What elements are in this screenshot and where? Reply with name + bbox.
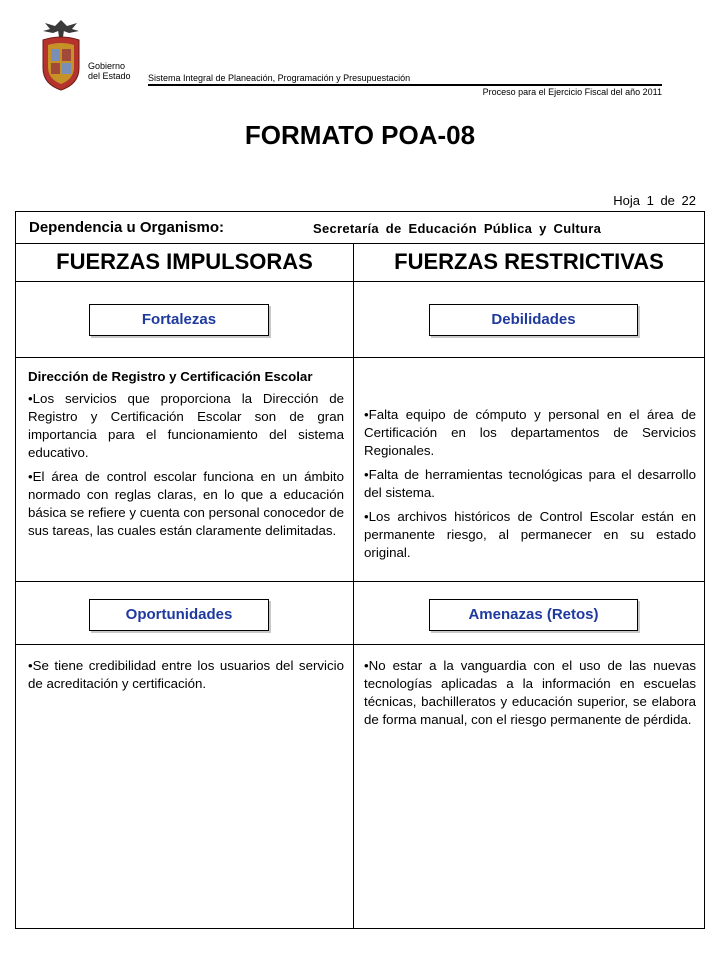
swot-table <box>15 211 705 929</box>
dependency-value: Secretaría de Educación Pública y Cultura <box>313 221 602 236</box>
strengths-weaknesses-header-row <box>16 282 704 358</box>
format-title: FORMATO POA-08 <box>244 120 476 150</box>
system-title: Sistema Integral de Planeación, Programación y Presupuestación <box>148 73 411 83</box>
dependency-label: Dependencia u Organismo: <box>29 219 225 236</box>
weakness-item: •Falta de herramientas tecnológicas para el desarrollo del sistema. <box>364 467 696 500</box>
strengths-cell <box>28 368 344 546</box>
restraining-forces-header: FUERZAS RESTRICTIVAS <box>394 249 664 274</box>
opportunities-threats-content-row <box>16 645 704 928</box>
column-divider <box>353 244 354 928</box>
threats-box: Amenazas (Retos) <box>429 599 638 631</box>
strengths-box: Fortalezas <box>89 304 269 336</box>
dependency-row <box>16 212 704 244</box>
opportunity-item: •Se tiene credibilidad entre los usuarios del servicio de acreditación y certificación. <box>28 658 344 691</box>
strengths-weaknesses-content-row <box>16 358 704 582</box>
sheet-number: Hoja 1 de 22 <box>613 193 696 208</box>
strength-item: •Los servicios que proporciona la Dirección de Registro y Certificación Escolar son de gran importancia para el funcionamiento del sistema educativo. <box>28 391 344 460</box>
column-headers-row <box>16 244 704 282</box>
strengths-subtitle: Dirección de Registro y Certificación Escolar <box>28 369 313 384</box>
government-label <box>88 61 131 81</box>
weakness-item: •Los archivos históricos de Control Escolar están en permanente riesgo, al permanecer en su estado original. <box>364 509 696 560</box>
threat-item: •No estar a la vanguardia con el uso de las nuevas tecnologías aplicadas a la información en escuelas técnicas, bachilleratos y educación superior, se elabora de forma manual, con el riesgo permanente de pérdida. <box>364 658 696 727</box>
government-line-2: del Estado <box>88 71 131 81</box>
header-divider <box>148 84 662 86</box>
opportunities-box: Oportunidades <box>89 599 269 631</box>
weaknesses-box: Debilidades <box>429 304 638 336</box>
driving-forces-header: FUERZAS IMPULSORAS <box>56 249 313 274</box>
weakness-item: •Falta equipo de cómputo y personal en el área de Certificación en los departamentos de Servicios Regionales. <box>364 407 696 458</box>
government-line-1: Gobierno <box>88 61 126 71</box>
process-title: Proceso para el Ejercicio Fiscal del año 2011 <box>482 87 662 97</box>
opportunities-cell <box>28 657 344 699</box>
opportunities-threats-header-row <box>16 582 704 645</box>
strength-item: •El área de control escolar funciona en un ámbito normado con reglas claras, en lo que a educación básica se refiere y cuenta con personal conocedor de sus tareas, las cuales están claramente delimitadas. <box>28 469 344 538</box>
threats-cell <box>364 657 696 735</box>
weaknesses-cell <box>364 406 696 568</box>
state-seal-logo <box>37 18 85 94</box>
